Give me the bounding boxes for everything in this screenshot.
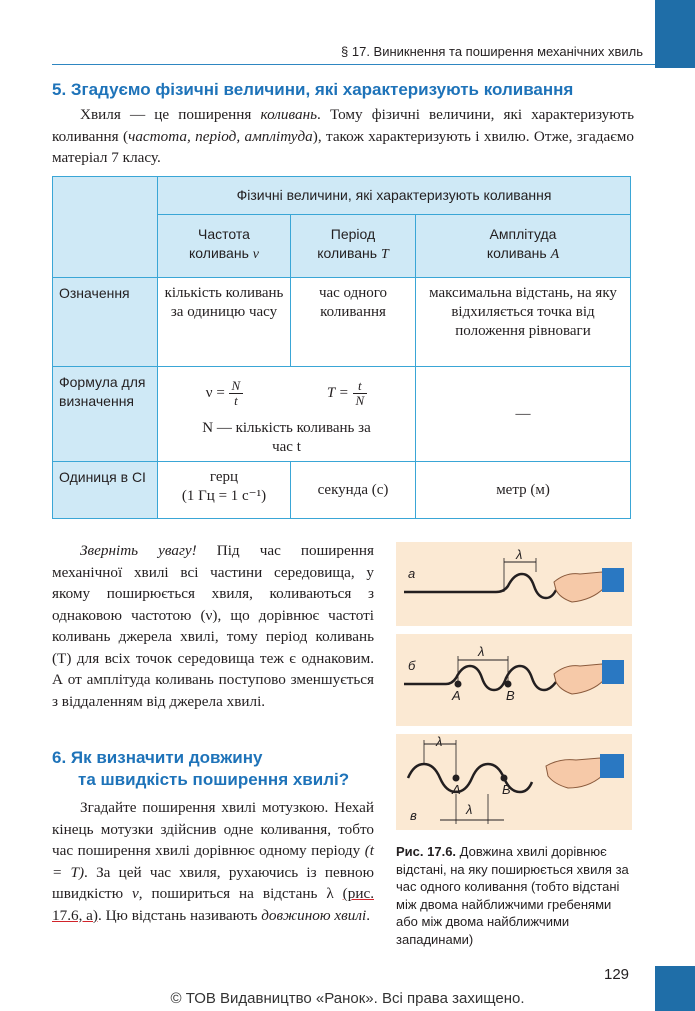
panel-label-b: б	[408, 658, 416, 673]
lambda-label-c-bottom: λ	[466, 802, 473, 817]
lambda-label-a: λ	[516, 547, 523, 562]
row-label-unit: Одиниця в СІ	[53, 462, 158, 519]
running-title: § 17. Виникнення та поширення механічних хвиль	[341, 44, 643, 59]
definition-frequency: кількість коливань за одиницю часу	[158, 278, 291, 367]
panel-label-c: в	[410, 808, 417, 823]
period-formula: T = $\frac{t}{N}$	[327, 379, 367, 408]
point-b-label-b: B	[506, 688, 515, 703]
lambda-label-c-top: λ	[436, 734, 443, 749]
section-6-paragraph: Згадайте поширення хвилі мотузкою. Нехай кінець мотузки здійснив одне коливання, тобто час поширення хвилі дорівнює одному періоду (t = T). За цей час хвиля, рухаючись із певною швидкістю v, пошириться на відстань λ (рис. 17.6, а). Цю відстань називають довжиною хвилі.	[52, 799, 374, 924]
column-header-amplitude: Амплітуда коливань A	[416, 215, 631, 278]
row-label-definition: Означення	[53, 278, 158, 367]
definition-period: час одного коливання	[291, 278, 416, 367]
group-header: Фізичні величини, які характеризують коливання	[158, 177, 631, 215]
copyright: © ТОВ Видавництво «Ранок». Всі права захищено.	[170, 990, 525, 1007]
unit-amplitude: метр (м)	[416, 462, 631, 519]
section-5-title: 5. Згадуємо фізичні величини, які характеризують коливання	[52, 80, 574, 99]
figure-panel-a	[396, 542, 632, 626]
figure-panel-c	[396, 734, 632, 830]
corner-tab	[655, 0, 695, 68]
figure-panel-b	[396, 634, 632, 726]
wave-drawing-a	[396, 542, 632, 626]
column-header-frequency: Частота коливань ν	[158, 215, 291, 278]
row-label-formula: Формула для визначення	[53, 367, 158, 462]
panel-label-a: а	[408, 566, 416, 581]
attention-note: Зверніть увагу! Під час поширення механічної хвилі всі частини середовища, у якому поширюється хвиля, коливаються з однаковою частотою (ν), що дорівнює частоті коливань джерела хвилі, тому період коливань (T) для всіх точок середовища теж є однаковим. А от амплітуда коливань поступово зменшується з віддаленням від джерела хвилі.	[52, 542, 374, 710]
figure-caption: Рис. 17.6. Довжина хвилі дорівнює відстані, на яку поширюється хвиля за час одного коливання (тобто відстані між двома найближчими гребенями або між двома найближчими западинами)	[396, 844, 629, 947]
point-a-label-b: A	[452, 688, 461, 703]
lambda-label-b: λ	[478, 644, 485, 659]
page-number: 129	[604, 966, 630, 983]
formula-note: N — кількість коливань за час t	[202, 420, 371, 455]
corner-cell	[53, 177, 158, 278]
unit-period: секунда (с)	[291, 462, 416, 519]
physical-quantities-table	[52, 176, 631, 519]
section-6-title: 6. Як визначити довжину та швидкість поширення хвилі?	[52, 748, 350, 789]
point-a-label-c: A	[452, 782, 461, 797]
header-divider	[52, 64, 655, 65]
column-header-period: Період коливань T	[291, 215, 416, 278]
intro-paragraph: Хвиля — це поширення коливань. Тому фізичні величини, які характеризують коливання (частота, період, амплітуда), також характеризують і хвилю. Отже, згадаємо матеріал 7 класу.	[52, 106, 634, 166]
wave-drawing-c	[396, 734, 632, 830]
frequency-formula: ν = $\frac{N}{t}$	[206, 379, 243, 408]
formula-amplitude: —	[416, 367, 631, 462]
wave-drawing-b	[396, 634, 632, 726]
point-b-label-c: B	[502, 782, 511, 797]
definition-amplitude: максимальна відстань, на яку відхиляється точка від положення рівноваги	[416, 278, 631, 367]
formula-cell	[158, 367, 416, 462]
unit-frequency: герц (1 Гц = 1 с⁻¹)	[158, 462, 291, 519]
